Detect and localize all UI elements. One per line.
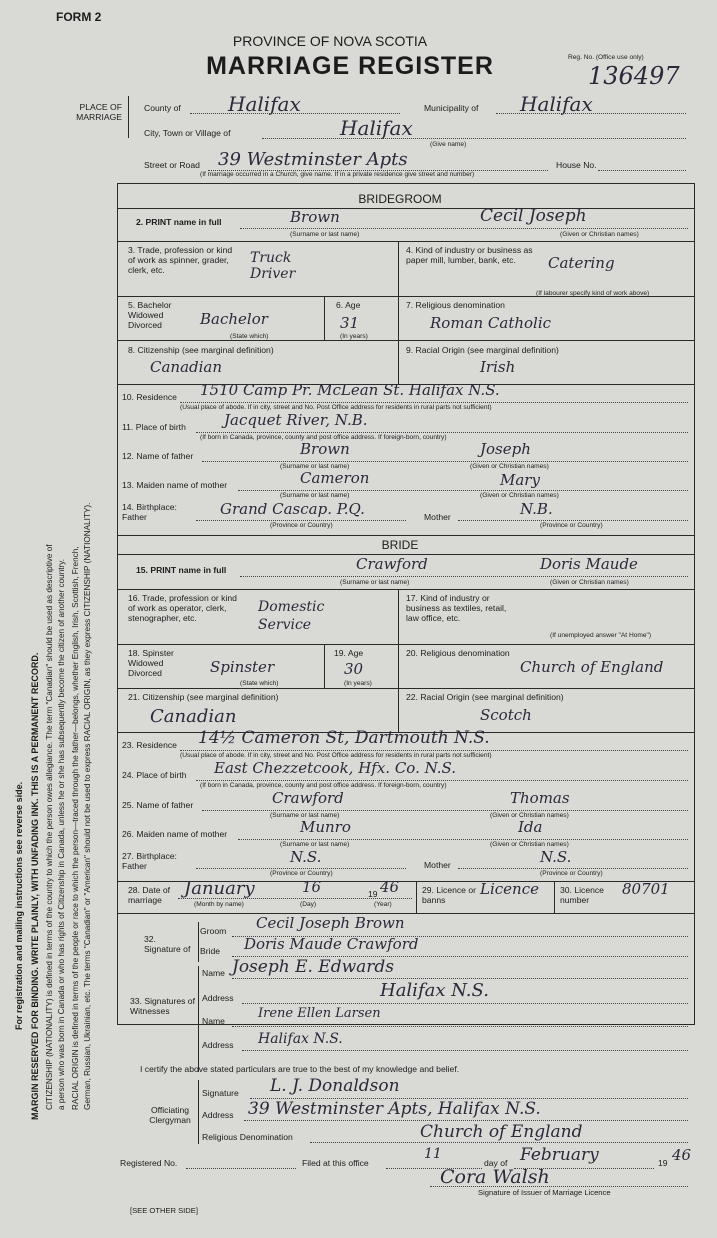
clergy-address-label: Address (202, 1110, 234, 1120)
groom-mother-given: Mary (500, 471, 540, 489)
province-title: PROVINCE OF NOVA SCOTIA (232, 33, 428, 49)
clergy-denomination: Church of England (420, 1122, 583, 1142)
filed-month: February (520, 1145, 599, 1165)
bride-residence-label: 23. Residence (122, 740, 177, 750)
bride-citizenship: Canadian (150, 706, 237, 727)
bride-residence: 14½ Cameron St, Dartmouth N.S. (198, 728, 490, 748)
month-caption: (Month by name) (194, 901, 244, 908)
bride-status-label: 18. Spinster Widowed Divorced (128, 648, 174, 678)
groom-residence-label: 10. Residence (122, 392, 177, 402)
bride-birth-label: 24. Place of birth (122, 770, 187, 780)
bride-racial-label: 22. Racial Origin (see marginal definition) (406, 692, 564, 702)
filed-day-of: day of (484, 1158, 508, 1168)
witness1-address: Halifax N.S. (380, 980, 489, 1001)
municipality-value: Halifax (520, 92, 593, 116)
filed-year-prefix: 19 (658, 1158, 668, 1168)
place-note: (If marriage occurred in a Church, give name. If in a private residence give street and number) (200, 171, 475, 178)
groom-father-surname-caption: (Surname or last name) (280, 463, 350, 470)
bride-signature: Doris Maude Crawford (244, 935, 419, 953)
bride-mother-given-caption: (Given or Christian names) (490, 841, 569, 848)
margin-binding-note: MARGIN RESERVED FOR BINDING. WRITE PLAINLY, WITH UNFADING INK. THIS IS A PERMANENT RECORD. (30, 652, 40, 1120)
bride-mother-surname-caption: (Surname or last name) (280, 841, 350, 848)
groom-mother-given-caption: (Given or Christian names) (480, 492, 559, 499)
issuer-signature: Cora Walsh (440, 1166, 550, 1188)
groom-racial: Irish (480, 358, 516, 376)
bride-status: Spinster (210, 658, 275, 676)
bride-given-caption: (Given or Christian names) (550, 579, 629, 586)
marriage-date-label: 28. Date of marriage (128, 885, 171, 905)
bride-mother-label: 26. Maiden name of mother (122, 829, 228, 839)
bride-industry-caption: (If unemployed answer "At Home") (550, 632, 652, 639)
bride-age-caption: (In years) (344, 680, 372, 687)
bride-age: 30 (344, 660, 364, 678)
groom-father-birth-caption: (Province or Country) (270, 522, 333, 529)
groom-father-given: Joseph (480, 440, 531, 458)
licence-number-label: 30. Licence number (560, 885, 604, 905)
bride-religion: Church of England (520, 658, 664, 676)
municipality-label: Municipality of (424, 103, 479, 113)
citizenship-definition-1: CITIZENSHIP (NATIONALITY) is defined in terms of the country to which the person owes allegiance. The term "Canadian" should be used as descriptive of (45, 544, 54, 1110)
witnesses-label: 33. Signatures of Witnesses (130, 996, 195, 1016)
bridegroom-heading: BRIDEGROOM (358, 192, 442, 206)
clergy-address: 39 Westminster Apts, Halifax N.S. (248, 1099, 541, 1119)
groom-signature: Cecil Joseph Brown (256, 914, 405, 932)
bride-birth: East Chezzetcook, Hfx. Co. N.S. (214, 759, 457, 777)
bride-residence-caption: (Usual place of abode. If in city, street and No. Post Office address for residents in rural parts not sufficient) (180, 752, 492, 759)
bride-signature-label: Bride (200, 946, 221, 956)
groom-father-surname: Brown (300, 440, 350, 458)
groom-name-label: 2. PRINT name in full (136, 217, 222, 227)
groom-mother-birth-caption: (Province or Country) (540, 522, 603, 529)
witness2-address-label: Address (202, 1040, 234, 1050)
marriage-year: 46 (380, 878, 400, 896)
bride-age-label: 19. Age (334, 648, 364, 658)
couple-signature-label: 32. Signature of (144, 934, 191, 954)
bride-mother-given: Ida (518, 818, 543, 836)
racial-definition-2: German, Russian, Ukrainian, etc. The terms "Canadian" or "American" should not be used to express RACIAL ORIGIN, as they express CITIZENSHIP (NATIONALITY). (83, 502, 92, 1110)
bride-heading: BRIDE (381, 538, 419, 552)
groom-religion-label: 7. Religious denomination (406, 300, 505, 310)
bride-father-birth: N.S. (290, 848, 322, 866)
witness2-name-label: Name (202, 1016, 225, 1026)
witness1-name: Joseph E. Edwards (232, 957, 394, 977)
form-label: FORM 2 (56, 10, 102, 24)
groom-parents-birth-label: 14. Birthplace: Father (122, 502, 177, 522)
licence-number: 80701 (622, 880, 670, 898)
bride-parents-birth-label: 27. Birthplace: Father (122, 851, 177, 871)
groom-racial-label: 9. Racial Origin (see marginal definition) (406, 345, 559, 355)
bride-mother-birth-label: Mother (424, 860, 451, 870)
licence-banns-label: 29. Licence or banns (422, 885, 476, 905)
bride-birth-caption: (If born in Canada, province, county and post office address. If foreign-born, country) (200, 782, 447, 789)
day-caption: (Day) (300, 901, 317, 908)
groom-age-caption: (In years) (340, 333, 368, 340)
groom-father-birth: Grand Cascap. P.Q. (220, 500, 365, 518)
groom-mother-surname-caption: (Surname or last name) (280, 492, 350, 499)
bride-trade-label: 16. Trade, profession or kind of work as operator, clerk, stenographer, etc. (128, 593, 237, 623)
bride-mother-birth-caption: (Province or Country) (540, 870, 603, 877)
house-label: House No. (556, 160, 597, 170)
groom-mother-birth: N.B. (520, 500, 553, 518)
year-caption: (Year) (374, 901, 392, 908)
register-title: MARRIAGE REGISTER (206, 52, 494, 80)
licence-type: Licence (480, 880, 539, 898)
bride-surname-caption: (Surname or last name) (340, 579, 410, 586)
registered-no-label: Registered No. (120, 1158, 178, 1168)
filed-day: 11 (424, 1146, 442, 1162)
groom-age-label: 6. Age (336, 300, 361, 310)
bride-father-given-caption: (Given or Christian names) (490, 812, 569, 819)
witness2-name: Irene Ellen Larsen (258, 1006, 381, 1021)
groom-residence: 1510 Camp Pr. McLean St. Halifax N.S. (200, 381, 500, 399)
groom-status-caption: (State which) (230, 333, 269, 340)
groom-birth-caption: (If born in Canada, province, county and post office address. If foreign-born, country) (200, 434, 447, 441)
clergy-signature: L. J. Donaldson (270, 1076, 400, 1096)
groom-father-label: 12. Name of father (122, 451, 194, 461)
groom-birth-label: 11. Place of birth (122, 422, 186, 432)
groom-industry-label: 4. Kind of industry or business as paper mill, lumber, bank, etc. (406, 245, 533, 265)
place-label: PLACE OF MARRIAGE (76, 102, 122, 122)
groom-father-given-caption: (Given or Christian names) (470, 463, 549, 470)
margin-instructions: For registration and mailing instructions see reverse side. (14, 781, 24, 1030)
witness2-address: Halifax N.S. (258, 1031, 343, 1047)
bride-citizenship-label: 21. Citizenship (see marginal definition) (128, 692, 279, 702)
county-label: County of (144, 103, 181, 113)
bride-industry-label: 17. Kind of industry or business as textiles, retail, law office, etc. (406, 593, 507, 623)
bride-mother-birth: N.S. (540, 848, 572, 866)
bride-mother-surname: Munro (300, 818, 351, 836)
racial-definition-1: RACIAL ORIGIN is defined in terms of the people or race to which the person—traced through the father—belongs, whether English, Irish, Scottish, French, (71, 546, 80, 1110)
witness1-address-label: Address (202, 993, 234, 1003)
groom-given-caption: (Given or Christian names) (560, 231, 639, 238)
bride-status-caption: (State which) (240, 680, 279, 687)
groom-trade-label: 3. Trade, profession or kind of work as spinner, grader, clerk, etc. (128, 245, 233, 275)
county-value: Halifax (228, 92, 301, 116)
groom-industry: Catering (548, 254, 615, 272)
filed-label: Filed at this office (302, 1158, 369, 1168)
bride-racial: Scotch (480, 706, 532, 724)
bride-name-label: 15. PRINT name in full (136, 565, 227, 575)
groom-surname-caption: (Surname or last name) (290, 231, 360, 238)
place-brace (128, 96, 129, 138)
street-value: 39 Westminster Apts (218, 149, 408, 170)
groom-religion: Roman Catholic (430, 314, 552, 332)
bride-father-birth-caption: (Province or Country) (270, 870, 333, 877)
groom-citizenship: Canadian (150, 358, 223, 376)
marriage-day: 16 (302, 878, 322, 896)
citizenship-definition-2: a person who was born in Canada or who has rights of Citizenship in Canada, unless he or she has subsequently become the citizen of another country. (57, 558, 66, 1110)
groom-industry-caption: (If labourer specify kind of work above) (536, 290, 650, 297)
groom-status: Bachelor (200, 310, 268, 328)
issuer-caption: Signature of Issuer of Marriage Licence (478, 1188, 611, 1197)
groom-trade: Truck Driver (250, 250, 296, 282)
street-label: Street or Road (144, 160, 200, 170)
city-label: City, Town or Village of (144, 128, 231, 138)
reg-no: 136497 (588, 62, 680, 90)
marriage-month: January (184, 878, 255, 899)
bride-trade: Domestic Service (258, 599, 325, 633)
groom-mother-surname: Cameron (300, 469, 370, 487)
groom-mother-birth-label: Mother (424, 512, 451, 522)
reg-no-label: Reg. No. (Office use only) (568, 54, 644, 61)
city-value: Halifax (340, 116, 413, 140)
groom-status-label: 5. Bachelor Widowed Divorced (128, 300, 172, 330)
bride-father-label: 25. Name of father (122, 800, 194, 810)
groom-mother-label: 13. Maiden name of mother (122, 480, 228, 490)
groom-birth: Jacquet River, N.B. (224, 411, 368, 429)
bride-given: Doris Maude (540, 555, 638, 573)
bride-surname: Crawford (356, 555, 428, 573)
bride-father-surname: Crawford (272, 789, 344, 807)
groom-signature-label: Groom (200, 926, 227, 936)
clergy-denomination-label: Religious Denomination (202, 1132, 293, 1142)
groom-residence-caption: (Usual place of abode. If in city, street and No. Post Office address for residents in rural parts not sufficient) (180, 404, 492, 411)
groom-surname: Brown (290, 208, 340, 226)
bride-father-given: Thomas (510, 789, 570, 807)
bride-father-surname-caption: (Surname or last name) (270, 812, 340, 819)
clergy-label: Officiating Clergyman (149, 1105, 191, 1125)
marriage-year-prefix: 19 (368, 889, 378, 899)
filed-year: 46 (672, 1146, 692, 1164)
groom-age: 31 (340, 314, 360, 332)
clergy-signature-label: Signature (202, 1088, 239, 1098)
groom-given: Cecil Joseph (480, 206, 587, 226)
certify-statement: I certify the above stated particulars are true to the best of my knowledge and belief. (140, 1064, 460, 1074)
groom-citizenship-label: 8. Citizenship (see marginal definition) (128, 345, 274, 355)
bride-religion-label: 20. Religious denomination (406, 648, 510, 658)
give-name-caption: (Give name) (430, 141, 467, 148)
witness1-name-label: Name (202, 968, 225, 978)
see-other-side: [SEE OTHER SIDE] (130, 1206, 198, 1215)
